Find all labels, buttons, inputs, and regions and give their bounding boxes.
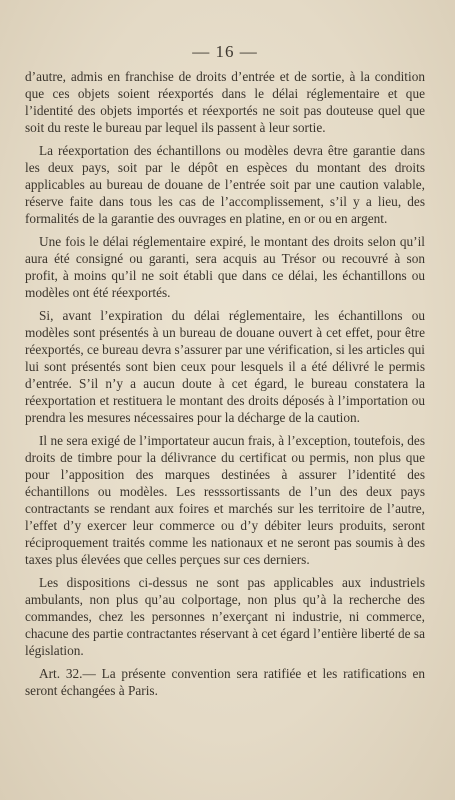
document-page [25, 42, 425, 705]
paragraph-article-32: Art. 32.— La présente convention sera ratifiée et les ratifications en seront échangées à Paris. [25, 666, 425, 698]
paragraph-deadline-expired: Une fois le délai réglementaire expiré, le montant des droits selon qu’il aura été consigné ou garanti, sera acquis au Trésor ou recouvré à son profit, à moins qu’il ne soit établi que dans ce délai, les échantillons ou modèles ont été réexportés. [25, 234, 425, 300]
paragraph-before-deadline: Si, avant l’expiration du délai réglementaire, les échantillons ou modèles sont présentés à un bureau de douane ouvert à cet effet, pour être réexportés, ce bureau devra s’assurer par une vérification, si les articles qui lui sont présentés sont bien ceux pour lesquels il a été délivré le permis d’entrée. S’il n’y a aucun doute à cet égard, le bureau constatera la réexportation et restituera le montant des droits déposés à l’importation ou prendra les mesures nécessaires pour la décharge de la caution. [25, 308, 425, 425]
page-number: — 16 — [192, 42, 258, 61]
paragraph-no-fees: Il ne sera exigé de l’importateur aucun frais, à l’exception, toutefois, des droits de timbre pour la délivrance du certificat ou permis, non plus que pour l’apposition des marques destinées à assurer l’identité des échantillons ou modèles. Les resssortissants de l’un des deux pays contractants se rendant aux foires et marchés sur les territoire de l’autre, l’effet d’y exercer leur commerce ou d’y débiter leurs produits, seront réciproquement traités comme les nationaux et ne seront pas soumis à des taxes plus élevées que celles perçues sur ces derniers. [25, 433, 425, 567]
paragraph-exceptions: Les dispositions ci-dessus ne sont pas applicables aux industriels ambulants, non plus qu’au colportage, non plus qu’à la recherche des commandes, chez les personnes n’exerçant ni industrie, ni commerce, chacune des partie contractantes réservant à cet égard l’entière liberté de sa législation. [25, 575, 425, 658]
paragraph-continuation: d’autre, admis en franchise de droits d’entrée et de sortie, à la condition que ces objets soient réexportés dans le délai réglementaire et que l’identité des objets importés et réexportés ne soit pas douteuse quel que soit du reste le bureau par lequel ils passent à leur sortie. [25, 69, 425, 135]
paragraph-reexportation-guarantee: La réexportation des échantillons ou modèles devra être garantie dans les deux pays, soit par le dépôt en espèces du montant des droits applicables au bureau de douane de l’entrée soit par une caution valable, réserve faite dans tous les cas de l’accomplissement, s’il y a lieu, des formalités de la garantie des ouvrages en platine, en or ou en argent. [25, 143, 425, 226]
